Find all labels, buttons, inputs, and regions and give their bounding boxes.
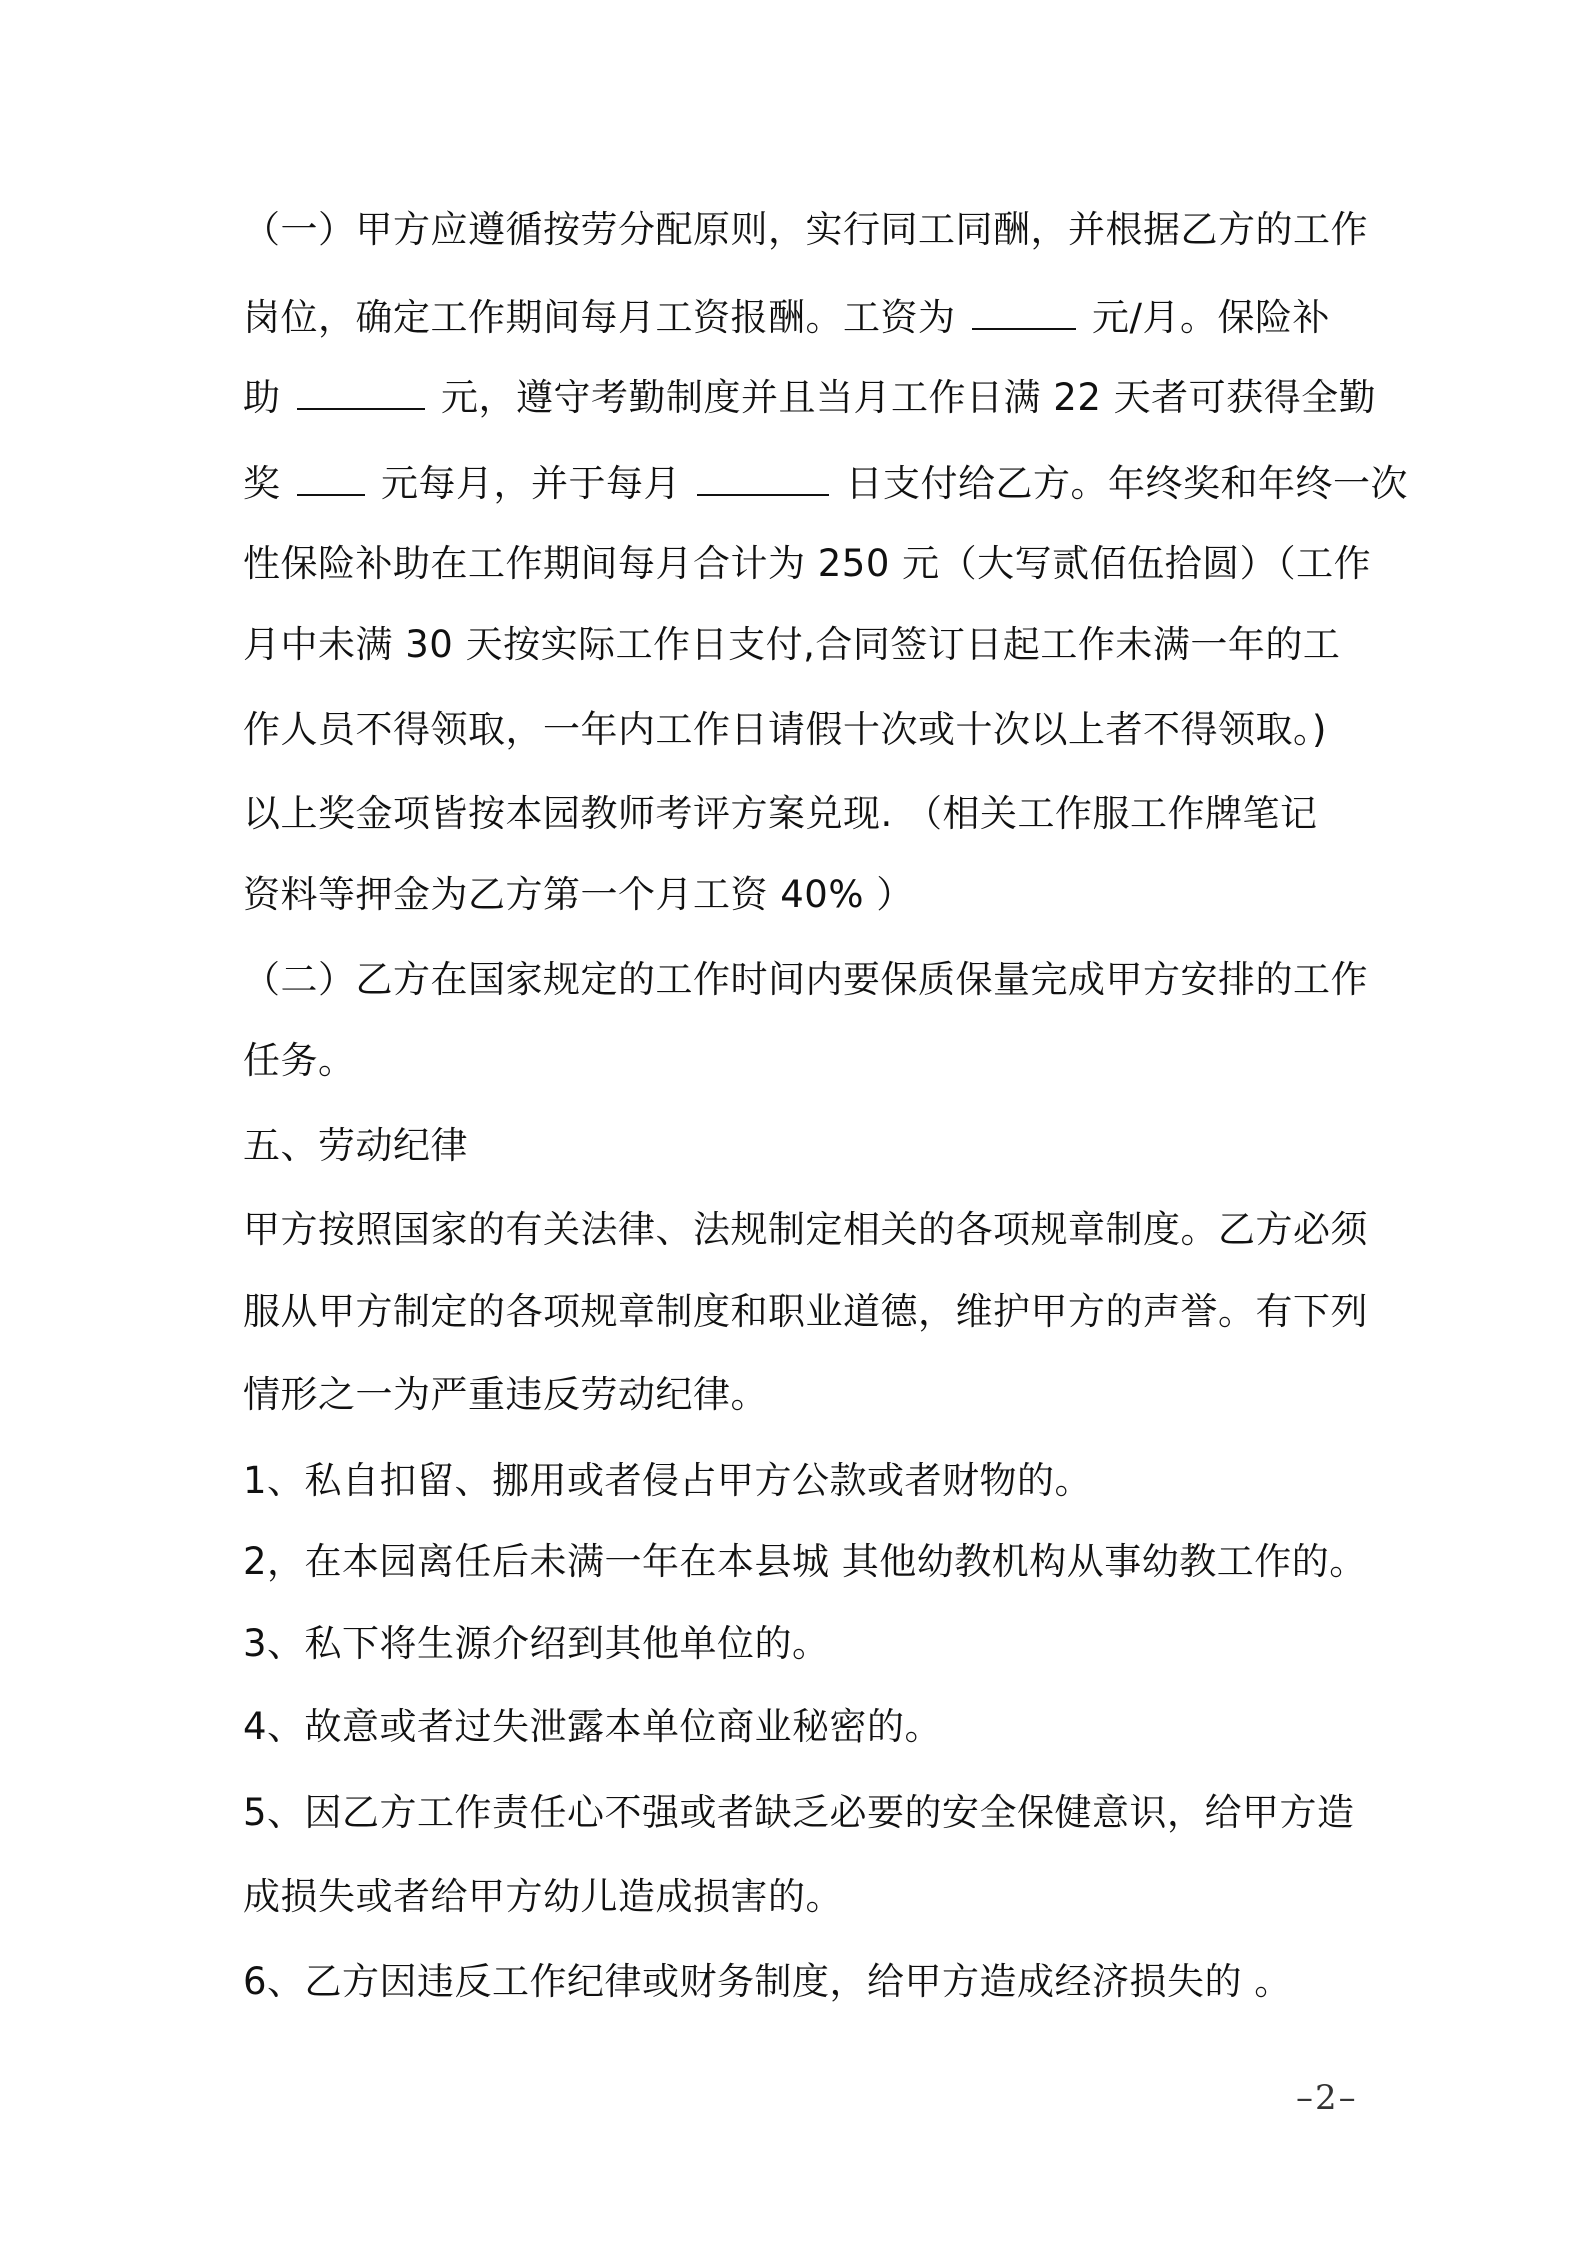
- paragraph-line: [243, 1208, 1368, 1252]
- line-text: 日支付给乙方。年终奖和年终一次: [845, 462, 1409, 505]
- line-text: 作人员不得领取，一年内工作日请假十次或十次以上者不得领取。): [243, 708, 1327, 751]
- list-item-text: 5、因乙方工作责任心不强或者缺乏必要的安全保健意识，给甲方造: [243, 1791, 1355, 1834]
- paragraph-line: [243, 873, 914, 917]
- paragraph-line: [243, 958, 1368, 1002]
- line-text: 元/月。保险补: [1092, 296, 1330, 339]
- list-item-text: 1、私自扣留、挪用或者侵占甲方公款或者财物的。: [243, 1459, 1093, 1502]
- paragraph-line: [243, 792, 1318, 836]
- list-item: [243, 1791, 1355, 1835]
- list-item: [243, 1705, 942, 1749]
- line-text: 甲方按照国家的有关法律、法规制定相关的各项规章制度。乙方必须: [243, 1208, 1368, 1251]
- list-item-text: 2，在本园离任后未满一年在本县城 其他幼教机构从事幼教工作的。: [243, 1540, 1367, 1583]
- list-item: [243, 1459, 1092, 1503]
- insurance-blank: [297, 378, 425, 410]
- list-item: [243, 1540, 1367, 1584]
- list-item-text: 6、乙方因违反工作纪律或财务制度，给甲方造成经济损失的 。: [243, 1960, 1292, 2003]
- paragraph-line: [243, 1373, 768, 1417]
- list-item-text: 3、私下将生源介绍到其他单位的。: [243, 1622, 830, 1665]
- list-item: [243, 1622, 830, 1666]
- line-text: 奖: [243, 462, 281, 505]
- list-item-text: 4、故意或者过失泄露本单位商业秘密的。: [243, 1705, 943, 1748]
- line-text: 性保险补助在工作期间每月合计为 250 元（大写贰佰伍拾圆）（工作: [243, 542, 1372, 585]
- page-number: –2–: [1296, 2078, 1358, 2118]
- line-text: 助: [243, 376, 281, 419]
- attendance-bonus-blank: [297, 464, 365, 496]
- line-text: （一）甲方应遵循按劳分配原则，实行同工同酬，并根据乙方的工作: [243, 208, 1368, 251]
- paragraph-line: [243, 376, 1376, 420]
- paragraph-line: [243, 462, 1408, 506]
- line-text: 以上奖金项皆按本园教师考评方案兑现. （相关工作服工作牌笔记: [243, 792, 1318, 835]
- line-text: （二）乙方在国家规定的工作时间内要保质保量完成甲方安排的工作: [243, 958, 1368, 1001]
- line-text: 情形之一为严重违反劳动纪律。: [243, 1373, 768, 1416]
- line-text: 元，遵守考勤制度并且当月工作日满 22 天者可获得全勤: [441, 376, 1377, 419]
- paragraph-line: [243, 623, 1340, 667]
- line-text: 任务。: [243, 1039, 356, 1082]
- paragraph-line: [243, 296, 1330, 340]
- line-text: 服从甲方制定的各项规章制度和职业道德，维护甲方的声誉。有下列: [243, 1290, 1368, 1333]
- list-item: [243, 1960, 1292, 2004]
- paragraph-line: [243, 208, 1368, 252]
- section-heading: [243, 1124, 468, 1168]
- line-text: 岗位，确定工作期间每月工资报酬。工资为: [243, 296, 956, 339]
- list-item-continuation: [243, 1875, 843, 1919]
- paragraph-line: [243, 708, 1327, 752]
- line-text: 资料等押金为乙方第一个月工资 40% ）: [243, 873, 914, 916]
- salary-blank: [972, 298, 1076, 330]
- list-item-text: 成损失或者给甲方幼儿造成损害的。: [243, 1875, 843, 1918]
- paragraph-line: [243, 1290, 1368, 1334]
- pay-day-blank: [697, 464, 829, 496]
- paragraph-line: [243, 1039, 356, 1083]
- line-text: 元每月，并于每月: [381, 462, 682, 505]
- heading-text: 五、劳动纪律: [243, 1124, 468, 1167]
- paragraph-line: [243, 542, 1371, 586]
- line-text: 月中未满 30 天按实际工作日支付,合同签订日起工作未满一年的工: [243, 623, 1341, 666]
